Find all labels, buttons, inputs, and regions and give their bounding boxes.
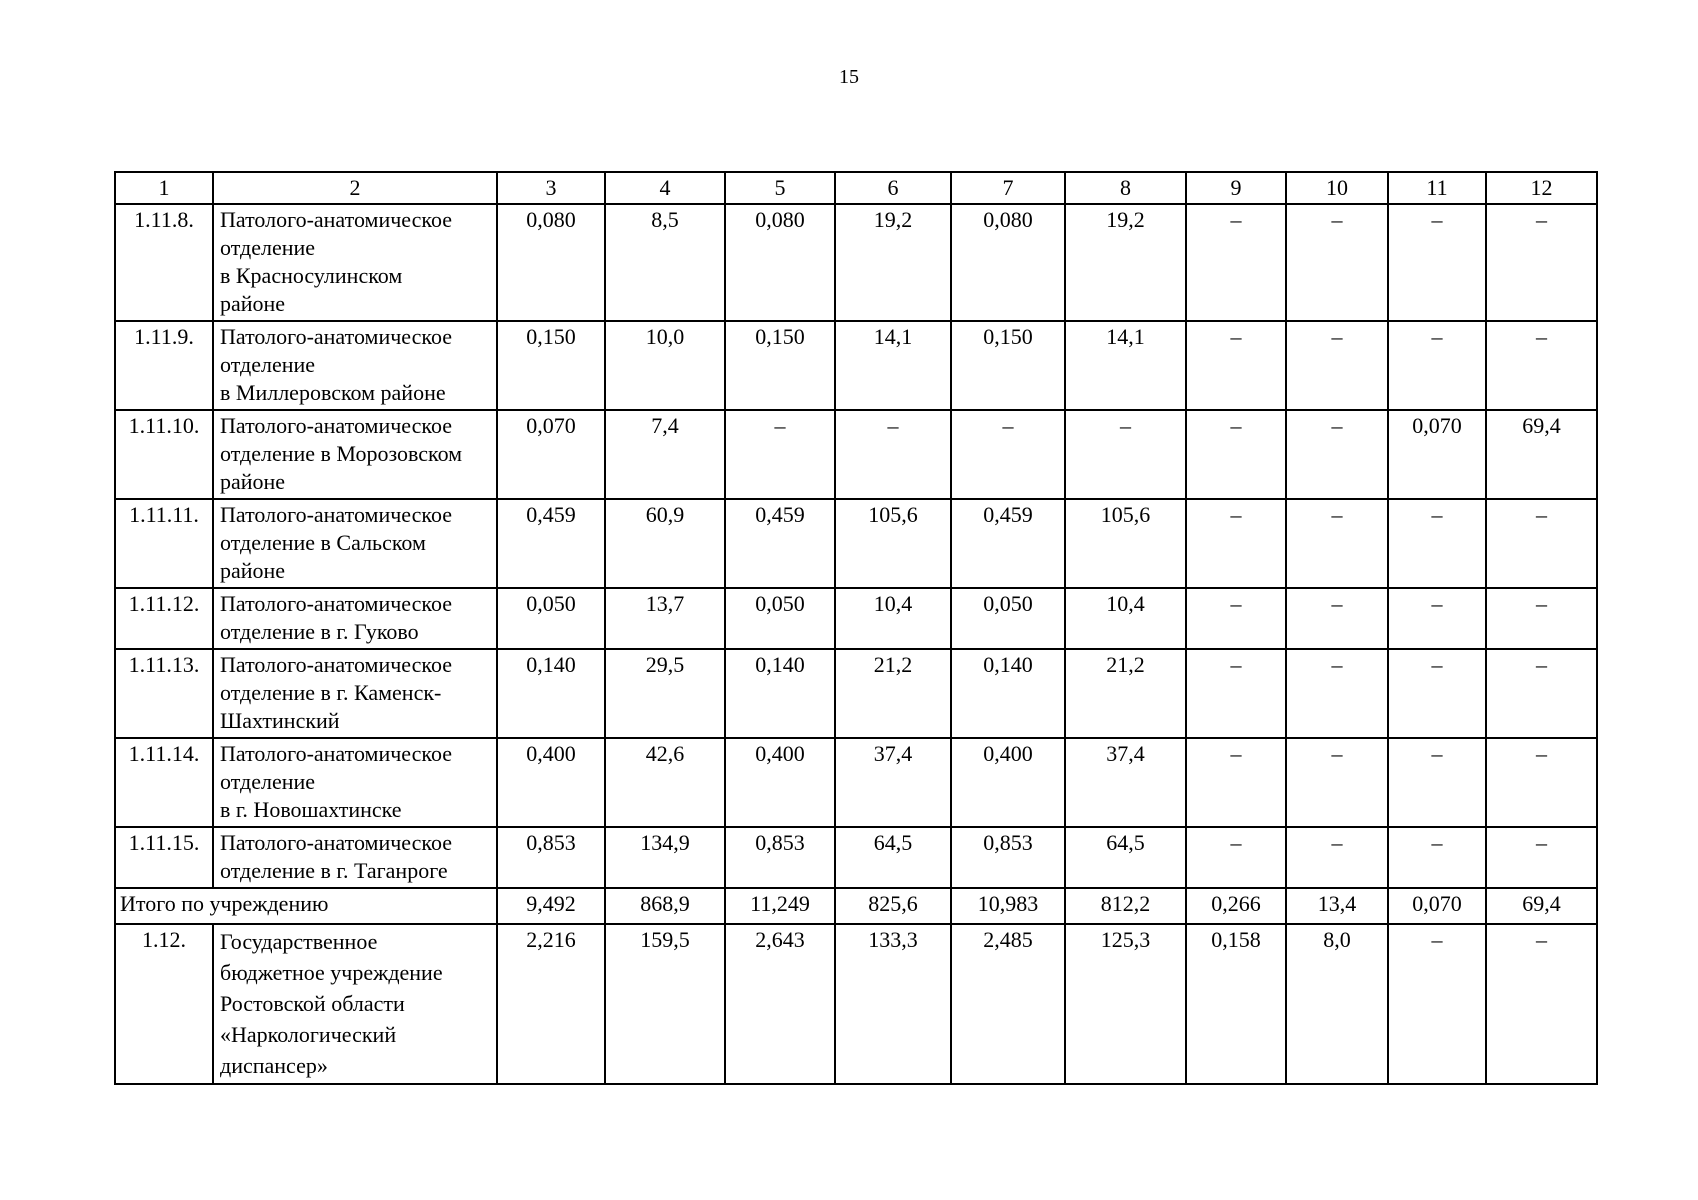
row-name-cell — [213, 588, 497, 649]
value-cell-col-7: 2,485 — [951, 924, 1065, 1084]
column-header-8: 8 — [1065, 172, 1186, 204]
value-cell-col-5: 0,853 — [725, 827, 835, 888]
value-cell-col-11: – — [1388, 827, 1486, 888]
row-name-line: отделение в Сальском — [220, 530, 426, 555]
value-cell-col-6: 133,3 — [835, 924, 951, 1084]
row-name-line: отделение в г. Каменск- — [220, 680, 442, 705]
row-name-line: отделение — [220, 769, 316, 794]
value-cell-col-7: 0,150 — [951, 321, 1065, 410]
value-cell-col-12: – — [1486, 738, 1597, 827]
value-cell-col-11: – — [1388, 588, 1486, 649]
value-cell-col-9: 0,158 — [1186, 924, 1286, 1084]
value-cell-col-3: 0,150 — [497, 321, 605, 410]
value-cell-col-5: 0,400 — [725, 738, 835, 827]
value-cell-col-10: – — [1286, 738, 1388, 827]
value-cell-col-11: – — [1388, 204, 1486, 321]
row-name-line: отделение в г. Таганроге — [220, 858, 448, 883]
row-name-line: районе — [220, 469, 286, 494]
row-name-line: Патолого-анатомическое — [220, 324, 452, 349]
column-header-7: 7 — [951, 172, 1065, 204]
value-cell-col-9: – — [1186, 738, 1286, 827]
row-number-cell: 1.11.8. — [115, 204, 213, 321]
row-name-line: Патолого-анатомическое — [220, 591, 452, 616]
value-cell-col-5: – — [725, 410, 835, 499]
value-cell-col-3: 0,459 — [497, 499, 605, 588]
value-cell-col-9: – — [1186, 410, 1286, 499]
value-cell-col-7: – — [951, 410, 1065, 499]
value-cell-col-7: 0,400 — [951, 738, 1065, 827]
row-name-cell — [213, 204, 497, 321]
total-label: Итого по учреждению — [115, 888, 497, 924]
value-cell-col-6: 64,5 — [835, 827, 951, 888]
table-row — [115, 410, 1597, 499]
value-cell-col-7: 0,050 — [951, 588, 1065, 649]
row-number-cell: 1.11.13. — [115, 649, 213, 738]
value-cell-col-10: – — [1286, 588, 1388, 649]
row-name-line: отделение — [220, 352, 316, 377]
value-cell-col-6: 105,6 — [835, 499, 951, 588]
value-cell-col-7: 10,983 — [951, 888, 1065, 924]
value-cell-col-6: 37,4 — [835, 738, 951, 827]
total-row — [115, 888, 1597, 924]
value-cell-col-4: 134,9 — [605, 827, 725, 888]
row-name-line: Патолого-анатомическое — [220, 207, 452, 232]
value-cell-col-6: 14,1 — [835, 321, 951, 410]
column-header-3: 3 — [497, 172, 605, 204]
value-cell-col-11: – — [1388, 738, 1486, 827]
table-row — [115, 204, 1597, 321]
data-table — [114, 171, 1598, 1085]
row-name-line: бюджетное учреждение — [220, 960, 443, 985]
row-number-cell: 1.11.12. — [115, 588, 213, 649]
value-cell-col-12: 69,4 — [1486, 410, 1597, 499]
value-cell-col-8: 19,2 — [1065, 204, 1186, 321]
table-row — [115, 588, 1597, 649]
value-cell-col-4: 60,9 — [605, 499, 725, 588]
value-cell-col-5: 0,050 — [725, 588, 835, 649]
value-cell-col-4: 13,7 — [605, 588, 725, 649]
value-cell-col-10: – — [1286, 827, 1388, 888]
row-name-cell — [213, 499, 497, 588]
table-row — [115, 738, 1597, 827]
row-name-cell — [213, 924, 497, 1084]
value-cell-col-8: 64,5 — [1065, 827, 1186, 888]
value-cell-col-11: – — [1388, 924, 1486, 1084]
value-cell-col-3: 0,080 — [497, 204, 605, 321]
table-header-row — [115, 172, 1597, 204]
value-cell-col-7: 0,140 — [951, 649, 1065, 738]
row-name-line: Патолого-анатомическое — [220, 413, 452, 438]
value-cell-col-5: 2,643 — [725, 924, 835, 1084]
row-name-line: районе — [220, 291, 286, 316]
value-cell-col-9: – — [1186, 321, 1286, 410]
value-cell-col-10: – — [1286, 204, 1388, 321]
value-cell-col-11: 0,070 — [1388, 410, 1486, 499]
row-name-line: в Миллеровском районе — [220, 380, 446, 405]
column-header-6: 6 — [835, 172, 951, 204]
table-row — [115, 499, 1597, 588]
value-cell-col-4: 7,4 — [605, 410, 725, 499]
value-cell-col-6: – — [835, 410, 951, 499]
row-number-cell: 1.11.11. — [115, 499, 213, 588]
row-name-cell — [213, 827, 497, 888]
value-cell-col-9: 0,266 — [1186, 888, 1286, 924]
value-cell-col-4: 42,6 — [605, 738, 725, 827]
value-cell-col-3: 0,853 — [497, 827, 605, 888]
column-header-12: 12 — [1486, 172, 1597, 204]
row-name-line: диспансер» — [220, 1053, 328, 1078]
value-cell-col-7: 0,080 — [951, 204, 1065, 321]
value-cell-col-10: – — [1286, 499, 1388, 588]
value-cell-col-10: 8,0 — [1286, 924, 1388, 1084]
value-cell-col-12: – — [1486, 649, 1597, 738]
row-name-cell — [213, 649, 497, 738]
value-cell-col-5: 0,150 — [725, 321, 835, 410]
value-cell-col-12: – — [1486, 499, 1597, 588]
value-cell-col-3: 9,492 — [497, 888, 605, 924]
row-number-cell: 1.12. — [115, 924, 213, 1084]
value-cell-col-3: 0,140 — [497, 649, 605, 738]
value-cell-col-9: – — [1186, 827, 1286, 888]
row-name-line: районе — [220, 558, 286, 583]
row-name-cell — [213, 738, 497, 827]
value-cell-col-8: 10,4 — [1065, 588, 1186, 649]
row-name-line: Патолого-анатомическое — [220, 741, 452, 766]
row-name-line: Патолого-анатомическое — [220, 652, 452, 677]
row-number-cell: 1.11.9. — [115, 321, 213, 410]
value-cell-col-6: 21,2 — [835, 649, 951, 738]
value-cell-col-3: 0,070 — [497, 410, 605, 499]
row-name-line: Государственное — [220, 929, 378, 954]
value-cell-col-12: – — [1486, 827, 1597, 888]
column-header-2: 2 — [213, 172, 497, 204]
value-cell-col-6: 10,4 — [835, 588, 951, 649]
value-cell-col-4: 868,9 — [605, 888, 725, 924]
row-name-line: в Красносулинском — [220, 263, 403, 288]
value-cell-col-3: 2,216 — [497, 924, 605, 1084]
value-cell-col-9: – — [1186, 649, 1286, 738]
value-cell-col-7: 0,459 — [951, 499, 1065, 588]
value-cell-col-10: – — [1286, 649, 1388, 738]
value-cell-col-10: – — [1286, 321, 1388, 410]
row-name-line: Ростовской области — [220, 991, 405, 1016]
value-cell-col-3: 0,400 — [497, 738, 605, 827]
value-cell-col-8: – — [1065, 410, 1186, 499]
value-cell-col-11: – — [1388, 321, 1486, 410]
value-cell-col-8: 14,1 — [1065, 321, 1186, 410]
value-cell-col-9: – — [1186, 204, 1286, 321]
value-cell-col-6: 825,6 — [835, 888, 951, 924]
column-header-10: 10 — [1286, 172, 1388, 204]
value-cell-col-6: 19,2 — [835, 204, 951, 321]
value-cell-col-12: – — [1486, 588, 1597, 649]
value-cell-col-5: 0,140 — [725, 649, 835, 738]
value-cell-col-8: 37,4 — [1065, 738, 1186, 827]
value-cell-col-4: 10,0 — [605, 321, 725, 410]
value-cell-col-12: 69,4 — [1486, 888, 1597, 924]
row-name-line: отделение в Морозовском — [220, 441, 463, 466]
row-name-line: «Наркологический — [220, 1022, 397, 1047]
value-cell-col-8: 125,3 — [1065, 924, 1186, 1084]
row-name-line: Патолого-анатомическое — [220, 502, 452, 527]
value-cell-col-8: 105,6 — [1065, 499, 1186, 588]
table-row — [115, 649, 1597, 738]
row-name-line: отделение в г. Гуково — [220, 619, 419, 644]
value-cell-col-4: 159,5 — [605, 924, 725, 1084]
page-number: 15 — [839, 66, 859, 88]
value-cell-col-10: – — [1286, 410, 1388, 499]
column-header-9: 9 — [1186, 172, 1286, 204]
table-row — [115, 321, 1597, 410]
table-row — [115, 924, 1597, 1084]
value-cell-col-11: – — [1388, 649, 1486, 738]
row-name-cell — [213, 410, 497, 499]
row-name-line: в г. Новошахтинске — [220, 797, 402, 822]
table-body — [115, 172, 1597, 1084]
table-row — [115, 827, 1597, 888]
value-cell-col-5: 11,249 — [725, 888, 835, 924]
row-name-line: Патолого-анатомическое — [220, 830, 452, 855]
value-cell-col-9: – — [1186, 499, 1286, 588]
value-cell-col-12: – — [1486, 204, 1597, 321]
value-cell-col-12: – — [1486, 924, 1597, 1084]
row-number-cell: 1.11.14. — [115, 738, 213, 827]
value-cell-col-4: 29,5 — [605, 649, 725, 738]
value-cell-col-3: 0,050 — [497, 588, 605, 649]
row-name-line: Шахтинский — [220, 708, 340, 733]
value-cell-col-5: 0,459 — [725, 499, 835, 588]
value-cell-col-7: 0,853 — [951, 827, 1065, 888]
value-cell-col-8: 812,2 — [1065, 888, 1186, 924]
value-cell-col-11: 0,070 — [1388, 888, 1486, 924]
value-cell-col-5: 0,080 — [725, 204, 835, 321]
value-cell-col-9: – — [1186, 588, 1286, 649]
value-cell-col-12: – — [1486, 321, 1597, 410]
row-name-cell — [213, 321, 497, 410]
column-header-1: 1 — [115, 172, 213, 204]
row-number-cell: 1.11.15. — [115, 827, 213, 888]
column-header-11: 11 — [1388, 172, 1486, 204]
row-name-line: отделение — [220, 235, 316, 260]
value-cell-col-11: – — [1388, 499, 1486, 588]
column-header-4: 4 — [605, 172, 725, 204]
value-cell-col-10: 13,4 — [1286, 888, 1388, 924]
value-cell-col-8: 21,2 — [1065, 649, 1186, 738]
value-cell-col-4: 8,5 — [605, 204, 725, 321]
row-number-cell: 1.11.10. — [115, 410, 213, 499]
column-header-5: 5 — [725, 172, 835, 204]
